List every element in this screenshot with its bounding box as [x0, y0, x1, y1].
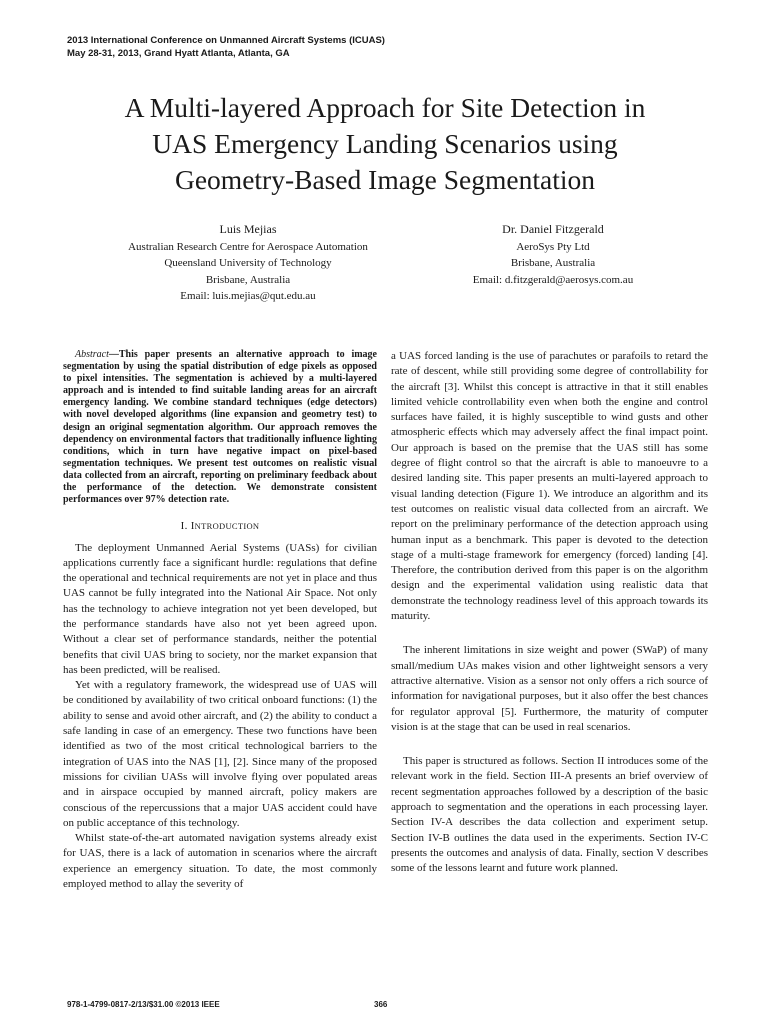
author-affiliation: Queensland University of Technology	[164, 257, 332, 269]
title-line-2: UAS Emergency Landing Scenarios using	[152, 128, 618, 159]
author-email: Email: d.fitzgerald@aerosys.com.au	[472, 273, 634, 286]
abstract-text: —This paper presents an alternative approach to image segmentation by using the spatial distribution of edge pixels as opposed to pixel intensities. The segmentation is achieved by a multi-layered approach and is intended to find suitable landing areas for an aircraft emergency landing. We combine standard techniques (edge detectors) with novel developed algorithms (line expansion and geometry test) to design an original segmentation algorithm. Our approach removes the dependency on environmental factors that traditionally influence lighting conditions, which in turn have negative impact on pixel-based segmentation techniques. We present test outcomes on realistic visual data collected from an aircraft, reporting on preliminary feedback about the performance of the detection. We demonstrate consistent performances over 97% detection rate.	[63, 349, 377, 506]
author-name: Luis Mejias	[219, 222, 277, 236]
left-column	[63, 349, 377, 892]
paragraph: The inherent limitations in size weight and power (SWaP) of many small/medium UAs makes vision and other lightweight sensors a very attractive alternative. Vision as a sensor not only offers a rich source of information for navigational purposes, but it also offer the best chances for regulator approval [5]. Furthermore, the maturity of computer vision is at the stage that can be used in real scenarios.	[391, 644, 708, 733]
author-email: Email: luis.mejias@qut.edu.au	[180, 290, 316, 302]
author-block-fitzgerald	[453, 221, 653, 288]
title-line-3: Geometry-Based Image Segmentation	[174, 164, 595, 195]
author-block-mejias	[112, 221, 384, 305]
paragraph: Yet with a regulatory framework, the widespread use of UAS will be conditioned by availability of two critical onboard functions: (1) the ability to sense and avoid other aircraft, and (2) the ability to conduct a safe landing in case of an emergency. These two functions have been identified as two of the most critical technological barriers to the integration of UAS into the NAS [1], [2]. Since many of the proposed missions for civilian UASs will involve flying over populated areas and in airspace occupied by manned aircraft, policy makers are conscious of the repercussions that a major UAS accident could have on public acceptance of this technology.	[63, 679, 377, 829]
paragraph: This paper is structured as follows. Section II introduces some of the relevant work in the field. Section III-A presents an brief overview of recent segmentation approaches followed by a description of the basic approach to segmentation and the operations in each processing layer. Section IV-A describes the data collection and experiment setup. Section IV-B outlines the data used in the experiments. Section IV-C presents the outcomes and analysis of data. Finally, section V describes some of the lessons learnt and future work planned.	[391, 755, 708, 875]
author-location: Brisbane, Australia	[510, 257, 596, 269]
paragraph: The deployment Unmanned Aerial Systems (UASs) for civilian applications currently face a significant hurdle: regulations that define the operational and technical requirements are not yet in place and thus UAS cannot be fully integrated into the National Air Space. Not only has the technology to achieve integration not yet been developed, but the performance standards have also not yet been agreed upon. Without a clear set of performance standards, neither the potential benefits that civil UAS bring to society, nor the market expansion that has been predicted, will be realised.	[63, 541, 377, 676]
section-heading-introduction	[63, 519, 377, 534]
author-affiliation: Australian Research Centre for Aerospace Automation	[128, 240, 368, 253]
abstract	[63, 349, 377, 506]
author-affiliation: AeroSys Pty Ltd	[516, 240, 590, 253]
right-column	[391, 349, 708, 877]
paper-title	[40, 90, 730, 198]
author-location: Brisbane, Australia	[205, 273, 291, 286]
author-name: Dr. Daniel Fitzgerald	[502, 222, 604, 236]
section-title-initial: I	[190, 520, 195, 533]
abstract-label: Abstract	[75, 349, 109, 360]
title-line-1: A Multi-layered Approach for Site Detection in	[124, 92, 646, 123]
section-title-rest: NTRODUCTION	[194, 521, 260, 532]
section-numeral: I.	[180, 520, 188, 533]
paragraph: a UAS forced landing is the use of parachutes or parafoils to retard the rate of descent, while still providing some degree of controllability for the aircraft [3]. Whilst this concept is attractive in that it still enables limited vehicle controllability even when both the engine and control surfaces have failed, it is highly susceptible to wind gusts and other atmospheric effects which may adversely affect the final impact point. Our approach is based on the premise that the UAS still has some degree of flight control so that the aircraft is able to manoeuvre to a desired landing site. This paper presents an multi-layered approach to visual landing detection (Figure 1). We introduce an algorithm and its test outcomes on realistic visual data collected from an aircraft. We report on the preliminary performance of the detection approach using human input as a benchmark. This paper is devoted to the detection stage of a multi-stage framework for emergency (forced) landing [4]. Therefore, the contribution derived from this paper is on the algorithm design and the experimental validation using realistic data that demonstrate the technology readiness level of this approach towards its maturity.	[391, 350, 708, 623]
conference-dates-location: May 28-31, 2013, Grand Hyatt Atlanta, Atlanta, GA	[67, 48, 290, 59]
conference-header	[67, 34, 385, 60]
footer-isbn: 978-1-4799-0817-2/13/$31.00 ©2013 IEEE	[67, 1000, 220, 1009]
paragraph: Whilst state-of-the-art automated navigation systems already exist for UAS, there is a lack of automation in scenarios where the aircraft experience an emergency situation. To date, the most commonly employed method to allay the severity of	[63, 832, 377, 891]
page-number: 366	[374, 1000, 388, 1009]
conference-name: 2013 International Conference on Unmanned Aircraft Systems (ICUAS)	[67, 35, 385, 46]
